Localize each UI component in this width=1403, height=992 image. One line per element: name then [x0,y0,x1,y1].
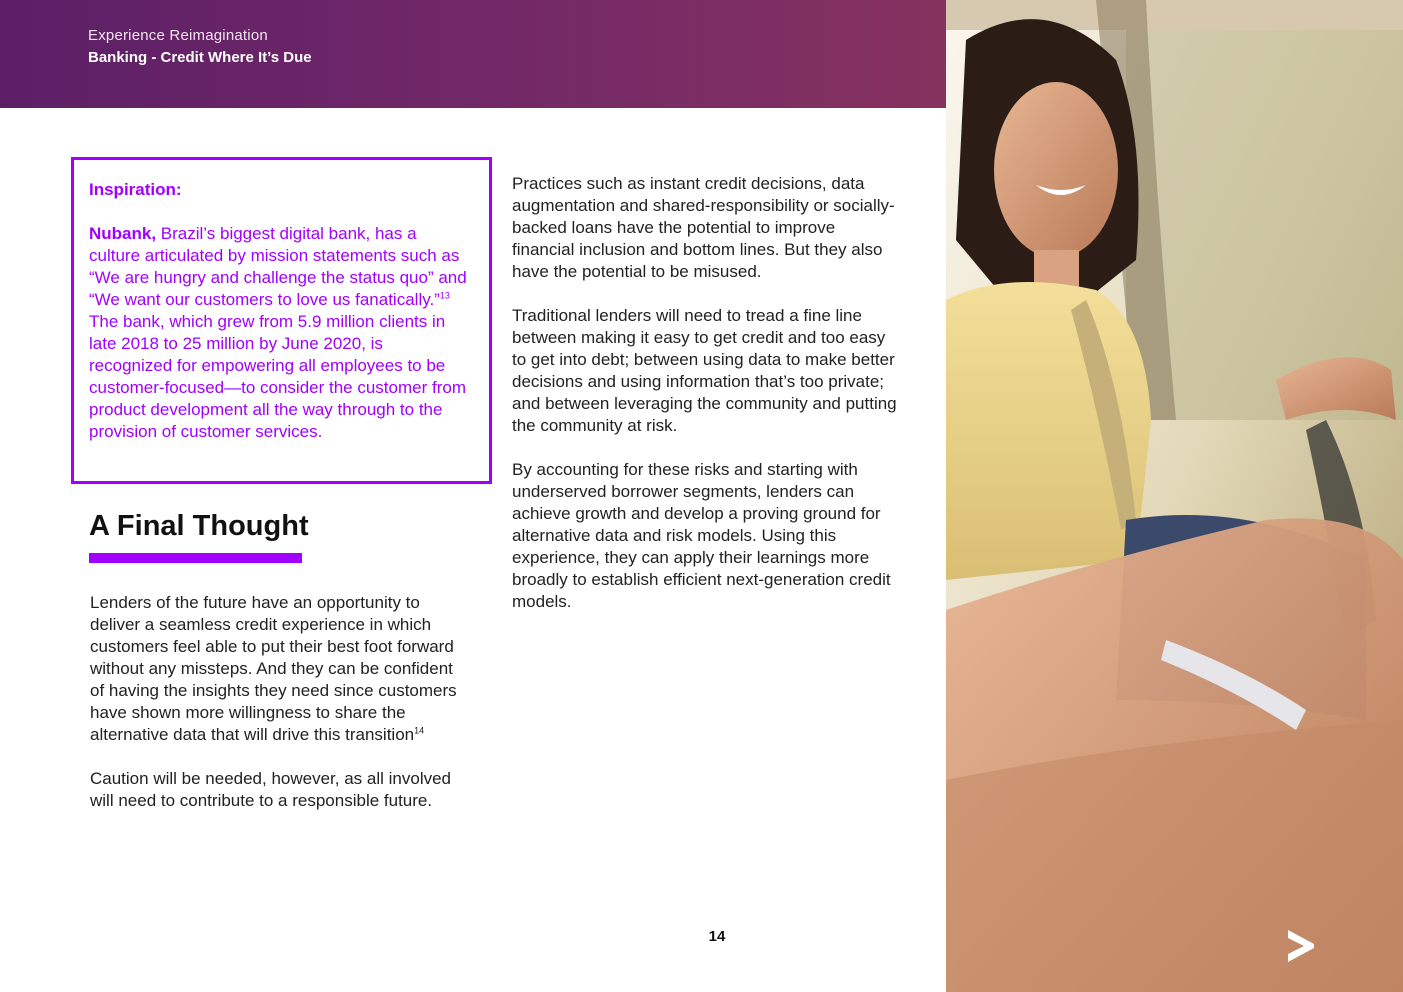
right-para1: Practices such as instant credit decisions, data augmentation and shared-responsibility or socially-backed loans have the potential to improve financial inclusion and bottom lines. But they also have the potential to be misused. [512,174,895,281]
woman-driving-photo [946,0,1403,992]
inspiration-label: Inspiration: [89,180,182,199]
inspiration-company: Nubank, [89,224,157,243]
photo-illustration [946,0,1403,992]
final-thought-para1-text: Lenders of the future have an opportunity to deliver a seamless credit experience in which customers feel able to put their best foot forward without any missteps. And they can be confident of having the insights they need since customers have shown more willingness to share the alternative data that will drive this transition [90,593,457,744]
footnote-14: 14 [414,725,425,736]
right-para2: Traditional lenders will need to tread a fine line between making it easy to get credit and too easy to get into debt; between using data to make better decisions and using information that’s too private; and between leveraging the community and putting the community at risk. [512,306,897,435]
page-number: 14 [708,928,726,945]
final-thought-para1 [90,592,470,746]
inspiration-text-part2: The bank, which grew from 5.9 million clients in late 2018 to 25 million by June 2020, is recognized for empowering all employees to be customer-focused—to consider the customer from product development all the way through to the provision of customer services. [89,312,466,441]
right-para3: By accounting for these risks and starting with underserved borrower segments, lenders can achieve growth and develop a proving ground for alternative data and risk models. Using this experience, they can apply their learnings more broadly to establish efficient next-generation credit models. [512,460,891,611]
right-column-text [512,173,897,635]
inspiration-text [89,223,469,443]
heading-underline-bar [89,553,302,563]
page-header [0,0,946,108]
final-thought-heading: A Final Thought [89,510,309,542]
header-title: Banking - Credit Where It’s Due [88,49,312,66]
final-thought-para2: Caution will be needed, however, as all involved will need to contribute to a responsible future. [90,769,452,810]
inspiration-box [71,157,492,484]
header-subtitle: Experience Reimagination [88,27,268,44]
accenture-arrow-icon [1286,930,1316,962]
inspiration-text-part1: Brazil’s biggest digital bank, has a culture articulated by mission statements such as “We are hungry and challenge the status quo” and “We want our customers to love us fanatically.” [89,224,467,309]
final-thought-body [90,592,470,834]
footnote-13: 13 [439,290,450,301]
